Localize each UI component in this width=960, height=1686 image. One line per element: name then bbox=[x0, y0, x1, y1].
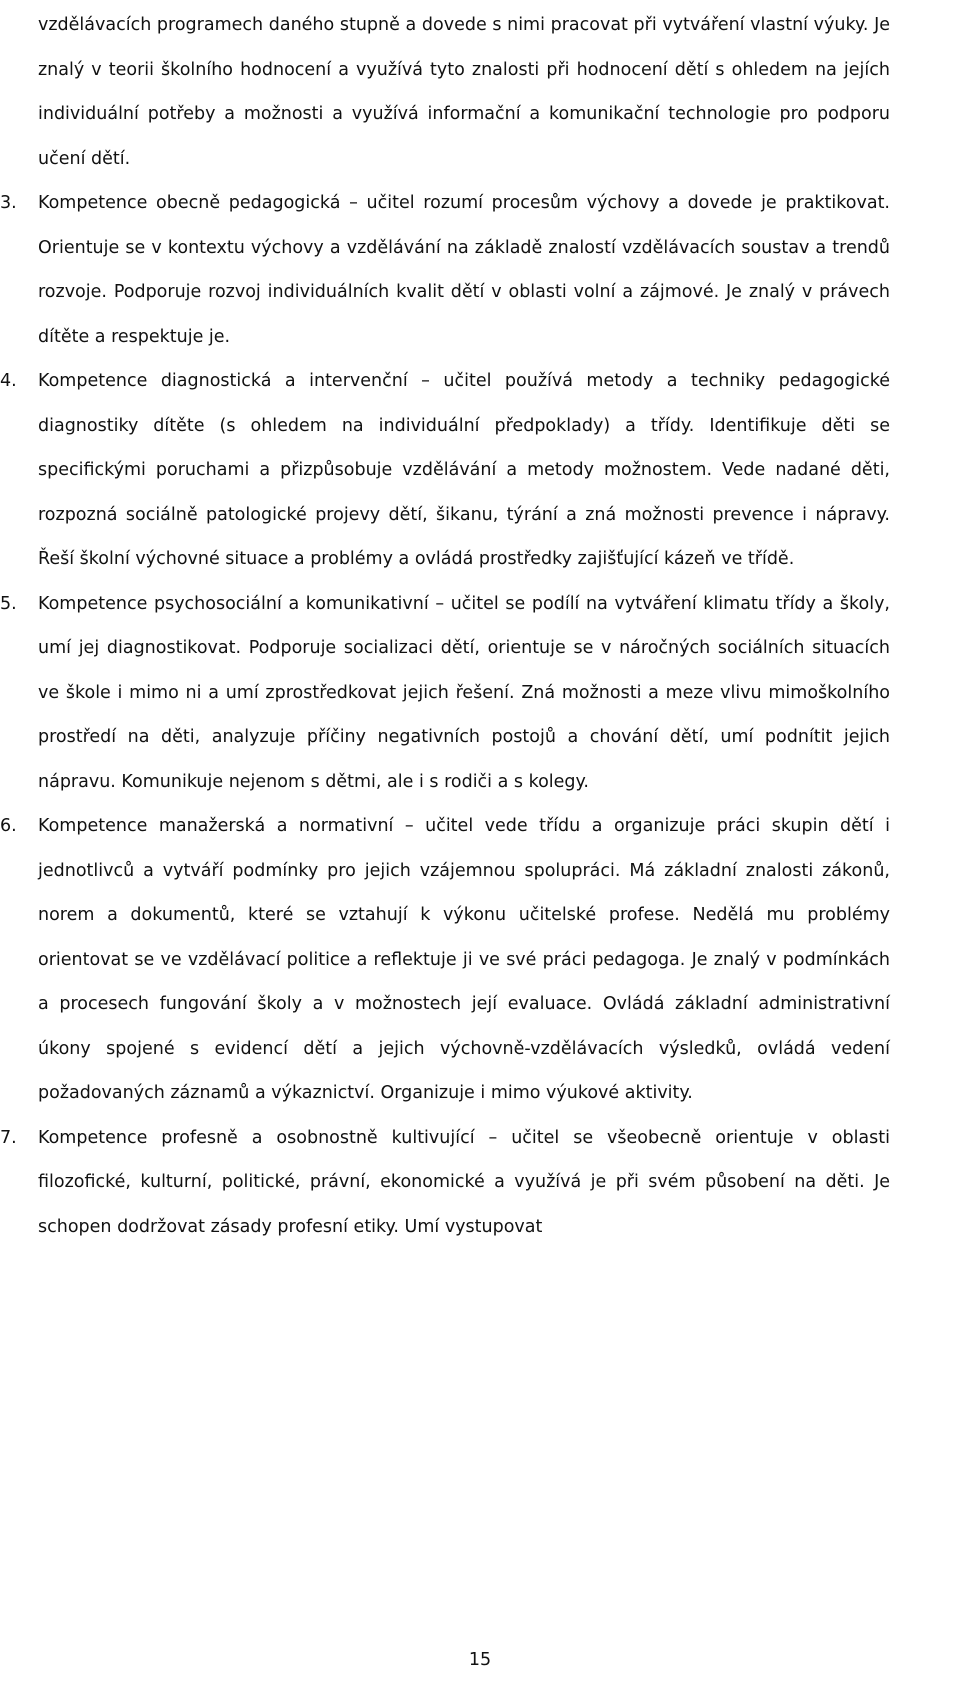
list-item-number: 3. bbox=[0, 193, 17, 213]
competence-list bbox=[0, 181, 890, 1249]
list-item-number: 5. bbox=[0, 593, 17, 614]
list-item-text: Kompetence obecně pedagogická – učitel rozumí procesům výchovy a dovede je praktikovat. Orientuje se v kontextu výchovy a vzdělávání na základě znalostí vzdělávacích soustav a trendů rozvoje. Podporuje rozvoj individuálních kvalit dětí v oblasti volní a zájmové. Je znalý v právech dítěte a respektuje je. bbox=[38, 193, 890, 347]
list-item-number: 6. bbox=[0, 816, 17, 836]
list-item-text: Kompetence profesně a osobnostně kultivující – učitel se všeobecně orientuje v oblasti filozofické, kulturní, politické, právní, ekonomické a využívá je při svém působení na děti. Je schopen dodržovat zásady profesní etiky. Umí vystupovat bbox=[38, 1127, 890, 1237]
list-item-text: Kompetence manažerská a normativní – učitel vede třídu a organizuje práci skupin dětí i jednotlivců a vytváří podmínky pro jejich vzájemnou spolupráci. Má základní znalosti zákonů, norem a dokumentů, které se vztahují k výkonu učitelské profese. Nedělá mu problémy orientovat se ve vzdělávací politice a reflektuje ji ve své práci pedagoga. Je znalý v podmínkách a procesech fungování školy a v možnostech její evaluace. Ovládá základní administrativní úkony spojené s evidencí dětí a jejich výchovně-vzdělávacích výsledků, ovládá vedení požadovaných záznamů a výkaznictví. Organizuje i mimo výukové aktivity. bbox=[38, 816, 890, 1103]
list-item bbox=[0, 804, 890, 1116]
list-item bbox=[0, 359, 890, 582]
list-item bbox=[0, 181, 890, 359]
list-item-text: Kompetence diagnostická a intervenční – učitel používá metody a techniky pedagogické diagnostiky dítěte (s ohledem na individuální předpoklady) a třídy. Identifikuje děti se specifickými poruchami a přizpůsobuje vzdělávání a metody možnostem. Vede nadané děti, rozpozná sociálně patologické projevy dětí, šikanu, týrání a zná možnosti prevence i nápravy. Řeší školní výchovné situace a problémy a ovládá prostředky zajišťující kázeň ve třídě. bbox=[38, 371, 890, 569]
page-number: 15 bbox=[468, 1650, 492, 1670]
list-item bbox=[0, 1116, 890, 1250]
intro-paragraph: vzdělávacích programech daného stupně a dovede s nimi pracovat při vytváření vlastní výuky. Je znalý v teorii školního hodnocení a využívá tyto znalosti při hodnocení dětí s ohledem na jejích individuální potřeby a možnosti a využívá informační a komunikační technologie pro podporu učení dětí. bbox=[38, 15, 890, 169]
list-item-text: Kompetence psychosociální a komunikativní – učitel se podílí na vytváření klimatu třídy a školy, umí jej diagnostikovat. Podporuje socializaci dětí, orientuje se v náročných sociálních situacích ve škole i mimo ni a umí zprostředkovat jejich řešení. Zná možnosti a meze vlivu mimoškolního prostředí na děti, analyzuje příčiny negativních postojů a chování dětí, umí podnítit jejich nápravu. Komunikuje nejenom s dětmi, ale i s rodiči a s kolegy. bbox=[38, 593, 890, 792]
list-item bbox=[0, 582, 890, 805]
list-item-number: 4. bbox=[0, 371, 17, 391]
list-item-number: 7. bbox=[0, 1127, 17, 1148]
